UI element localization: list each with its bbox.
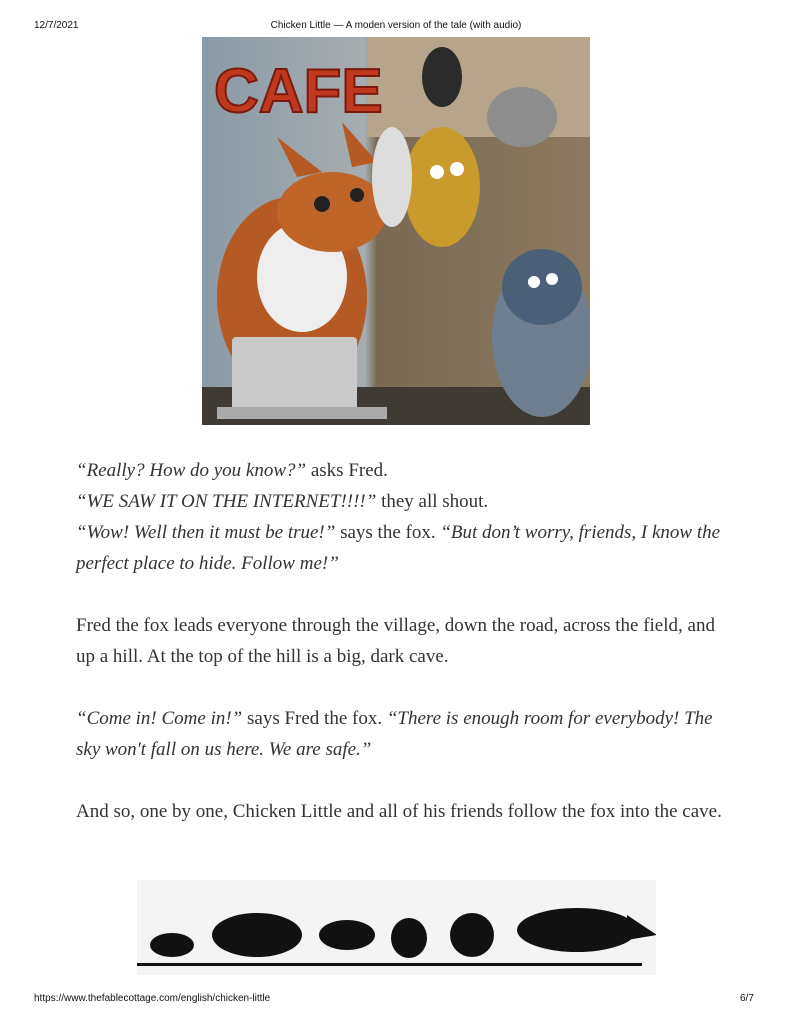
- narration-text: Fred the fox leads everyone through the village, down the road, across the field, and up a hill. At the top of the hill is a big, dark cave.: [76, 615, 715, 667]
- story-paragraph: [76, 610, 726, 672]
- story-paragraph: [76, 455, 726, 579]
- narration-text: And so, one by one, Chicken Little and all of his friends follow the fox into the cave.: [76, 801, 722, 822]
- story-text: [76, 455, 726, 858]
- animal-silhouettes-image: [137, 880, 656, 975]
- dialogue-text: “WE SAW IT ON THE INTERNET!!!!”: [76, 491, 377, 512]
- narration-text: asks Fred.: [306, 460, 388, 481]
- print-date: 12/7/2021: [34, 20, 79, 31]
- print-title: Chicken Little — A moden version of the tale (with audio): [270, 20, 522, 31]
- dialogue-text: “Wow! Well then it must be true!”: [76, 522, 336, 543]
- dialogue-text: “Really? How do you know?”: [76, 460, 307, 481]
- dialogue-text: “But don’t worry, friends, I know the perfect place to hide. Follow me!”: [76, 522, 721, 574]
- print-page-number: 6/7: [740, 993, 754, 1004]
- story-paragraph: [76, 703, 726, 765]
- story-illustration: [202, 37, 590, 425]
- dialogue-text: “There is enough room for everybody! The sky won't fall on us here. We are safe.”: [76, 708, 713, 760]
- cafe-sign: CAFE: [214, 57, 383, 126]
- dialogue-text: “Come in! Come in!”: [76, 708, 243, 729]
- narration-text: says the fox.: [335, 522, 441, 543]
- narration-text: says Fred the fox.: [242, 708, 387, 729]
- story-paragraph: [76, 796, 726, 827]
- print-url: https://www.thefablecottage.com/english/chicken-little: [34, 993, 271, 1004]
- narration-text: they all shout.: [376, 491, 489, 512]
